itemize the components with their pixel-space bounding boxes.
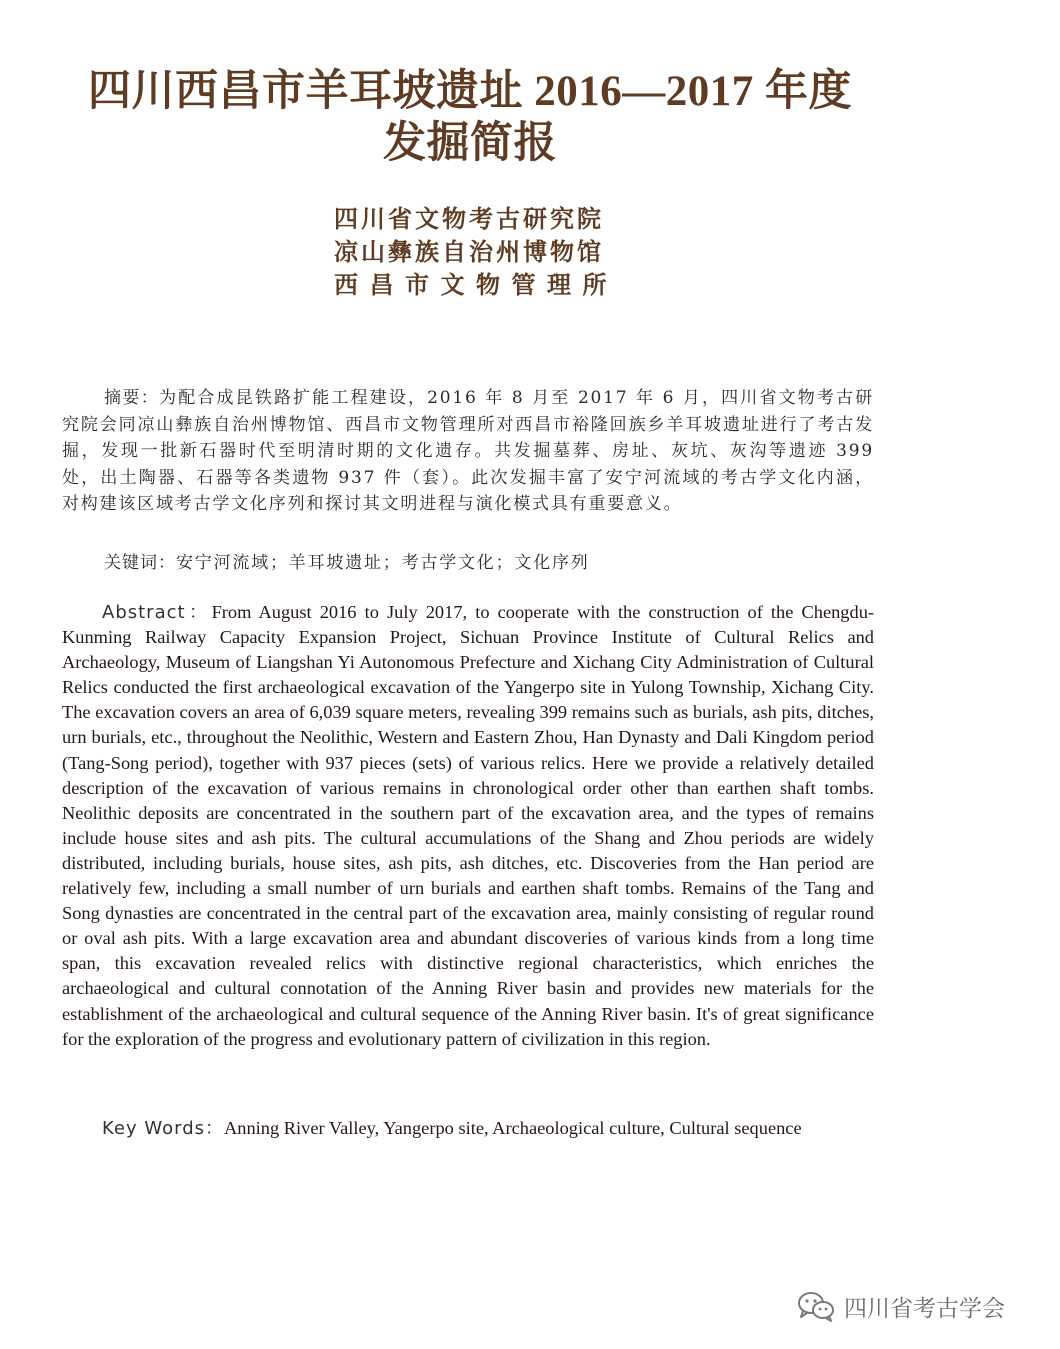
article-title [0,66,940,170]
author-3: 西昌市文物管理所 [334,273,618,299]
english-keywords-label: Key Words： [102,1118,224,1139]
english-abstract-text: From August 2016 to July 2017, to cooperate with the construction of the Chengdu-Kunming Railway Capacity Expansion Project, Sichuan Province Institute of Cultural Relics and Archaeology, Museum of Liangshan Yi Autonomous Prefecture and Xichang City Administration of Cultural Relics conducted the first archaeological excavation of the Yangerpo site in Yulong Township, Xichang City. The excavation covers an area of 6,039 square meters, revealing 399 remains such as burials, ash pits, ditches, urn burials, etc., throughout the Neolithic, Western and Eastern Zhou, Han Dynasty and Dali Kingdom period (Tang-Song period), together with 937 pieces (sets) of various relics. Here we provide a relatively detailed description of the excavation of various remains in chronological order other than earthen shaft tombs. Neolithic deposits are concentrated in the southern part of the excavation area, and the types of remains include house sites and ash pits. The cultural accumulations of the Shang and Zhou periods are widely distributed, including burials, house sites, ash pits, ash ditches, etc. Discoveries from the Han period are relatively few, including a small number of urn burials and earthen shaft tombs. Remains of the Tang and Song dynasties are concentrated in the central part of the excavation area, mainly consisting of regular round or oval ash pits. With a large excavation area and abundant discoveries of various kinds from a long time span, this excavation revealed relics with distinctive regional characteristics, which enriches the archaeological and cultural connotation of the Anning River basin and provides new materials for the establishment of the archaeological and cultural sequence of the Anning River basin. It's of great significance for the exploration of the progress and evolutionary pattern of civilization in this region. [62,602,875,1049]
chinese-abstract [62,385,874,518]
chinese-keywords [62,550,874,576]
chinese-abstract-label: 摘要： [104,388,160,408]
english-keywords-text: Anning River Valley, Yangerpo site, Archaeological culture, Cultural sequence [224,1118,802,1138]
author-list [334,204,754,303]
watermark [796,1288,1005,1324]
chinese-keywords-label: 关键词： [104,553,176,573]
title-line-1: 四川西昌市羊耳坡遗址 2016—2017 年度 [88,68,852,115]
watermark-text: 四川省考古学会 [844,1295,1005,1322]
title-line-2: 发掘简报 [383,120,557,167]
english-abstract-label: Abstract： [102,602,212,623]
english-keywords [62,1116,874,1141]
author-1: 四川省文物考古研究院 [334,207,604,233]
chinese-keywords-text: 安宁河流域；羊耳坡遗址；考古学文化；文化序列 [176,553,590,573]
author-2: 凉山彝族自治州博物馆 [334,240,604,266]
chinese-abstract-text: 为配合成昆铁路扩能工程建设，2016 年 8 月至 2017 年 6 月，四川省文物考古研究院会同凉山彝族自治州博物馆、西昌市文物管理所对西昌市裕隆回族乡羊耳坡遗址进行了考古发掘，发现一批新石器时代至明清时期的文化遗存。共发掘墓葬、房址、灰坑、灰沟等遗迹 399 处，出土陶器、石器等各类遗物 937 件（套）。此次发掘丰富了安宁河流域的考古学文化内涵，对构建该区域考古学文化序列和探讨其文明进程与演化模式具有重要意义。 [62,388,875,514]
english-abstract [62,600,874,1052]
wechat-icon [796,1290,836,1322]
